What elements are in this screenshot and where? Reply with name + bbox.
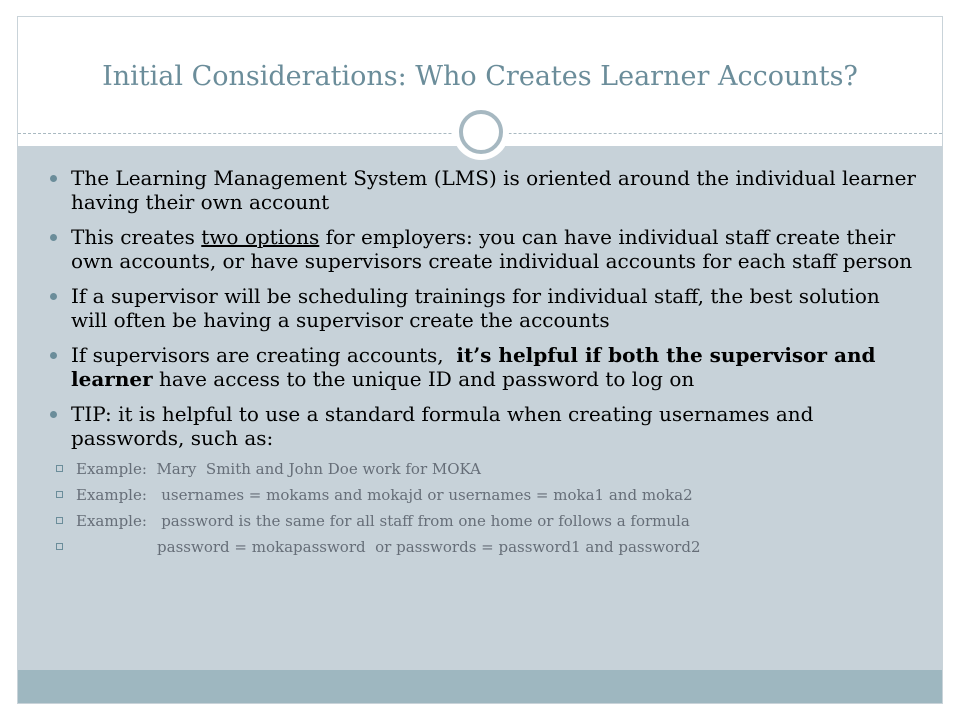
sub-bullet-item bbox=[48, 460, 916, 478]
sub-bullet-item bbox=[48, 512, 916, 530]
bullet-list bbox=[48, 166, 916, 564]
bullet-text: If a supervisor will be scheduling trainings for individual staff, the best solution will often be having a supervisor create the accounts bbox=[71, 284, 880, 332]
divider-ornament bbox=[453, 104, 509, 160]
sub-bullet-item bbox=[48, 538, 916, 556]
bullet-dot-icon bbox=[50, 234, 57, 241]
square-bullet-icon bbox=[56, 543, 63, 550]
sub-bullet-text: password = mokapassword or passwords = password1 and password2 bbox=[76, 538, 701, 556]
sub-bullet-list bbox=[48, 460, 916, 556]
bullet-dot-icon bbox=[50, 352, 57, 359]
sub-bullet-text: Example: password is the same for all staff from one home or follows a formula bbox=[76, 512, 690, 530]
sub-bullet-text: Example: Mary Smith and John Doe work for MOKA bbox=[76, 460, 481, 478]
bullet-dot-icon bbox=[50, 293, 57, 300]
square-bullet-icon bbox=[56, 465, 63, 472]
sub-bullet-text: Example: usernames = mokams and mokajd or usernames = moka1 and moka2 bbox=[76, 486, 693, 504]
bullet-text-underline: two options bbox=[201, 225, 320, 249]
square-bullet-icon bbox=[56, 517, 63, 524]
bullet-text-pre: If supervisors are creating accounts, bbox=[71, 343, 457, 367]
bullet-text-post: for employers: you can have individual staff create their own accounts, or have supervisors create individual accounts for each staff person bbox=[71, 225, 913, 273]
bullet-text: TIP: it is helpful to use a standard formula when creating usernames and passwords, such as: bbox=[71, 402, 814, 450]
footer-bar bbox=[18, 670, 942, 703]
bullet-text-bold: it’s helpful if both the supervisor and learner bbox=[71, 343, 876, 391]
bullet-item bbox=[48, 402, 916, 556]
sub-bullet-item bbox=[48, 486, 916, 504]
square-bullet-icon bbox=[56, 491, 63, 498]
bullet-dot-icon bbox=[50, 175, 57, 182]
bullet-item bbox=[48, 225, 916, 273]
bullet-text-post: have access to the unique ID and password to log on bbox=[152, 367, 695, 391]
ring-icon bbox=[459, 110, 503, 154]
slide-title: Initial Considerations: Who Creates Learner Accounts? bbox=[102, 61, 858, 92]
bullet-item bbox=[48, 343, 916, 391]
bullet-item bbox=[48, 284, 916, 332]
bullet-text-pre: This creates bbox=[71, 225, 202, 249]
bullet-dot-icon bbox=[50, 411, 57, 418]
bullet-text: The Learning Management System (LMS) is oriented around the individual learner having their own account bbox=[71, 166, 916, 214]
bullet-item bbox=[48, 166, 916, 214]
